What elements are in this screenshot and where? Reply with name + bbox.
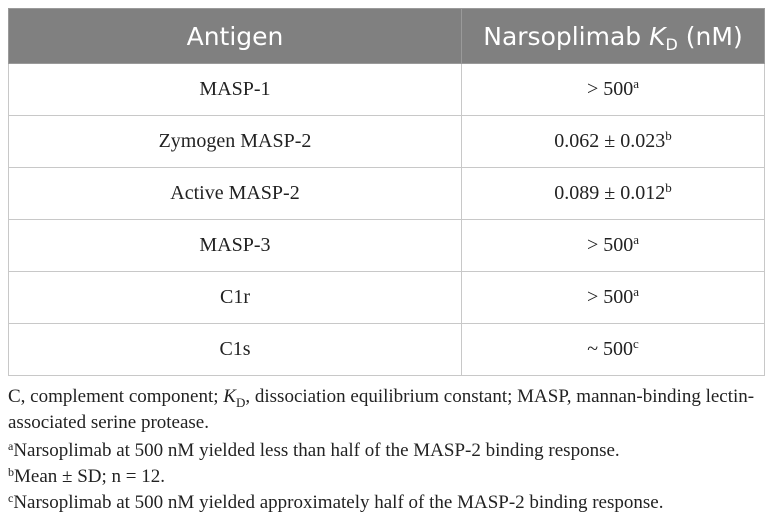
table-row: [9, 168, 765, 220]
cell-kd-value: 0.089 ± 0.012: [554, 182, 666, 204]
cell-kd: [462, 220, 765, 272]
footnote-item: [8, 490, 764, 516]
cell-antigen: C1s: [9, 324, 462, 376]
footnote-text: Narsoplimab at 500 nM yielded approximately half of the MASP-2 binding response.: [13, 492, 664, 513]
header-kd-prefix: Narsoplimab: [483, 21, 650, 51]
cell-kd: [462, 272, 765, 324]
binding-affinity-table-container: [8, 8, 764, 376]
cell-kd-value: ~ 500: [587, 338, 634, 360]
cell-antigen: Active MASP-2: [9, 168, 462, 220]
footnote-text: Narsoplimab at 500 nM yielded less than half of the MASP-2 binding response.: [13, 440, 620, 461]
cell-kd-note: b: [665, 179, 672, 195]
table-row: [9, 220, 765, 272]
abbr-symbol: K: [223, 386, 236, 407]
binding-affinity-table: [8, 8, 765, 376]
footnote-item: [8, 438, 764, 464]
table-row: [9, 324, 765, 376]
footnote-text: Mean ± SD; n = 12.: [14, 466, 165, 487]
cell-kd-value: > 500: [586, 286, 634, 308]
cell-antigen: Zymogen MASP-2: [9, 116, 462, 168]
footnote-mark: b: [8, 465, 14, 479]
cell-kd-note: b: [665, 127, 672, 143]
abbr-subscript: D: [235, 394, 246, 410]
cell-kd-note: a: [633, 283, 640, 299]
abbr-rest: , dissociation equilibrium constant; MASP, mannan-binding lectin-associated serine protease.: [8, 386, 755, 433]
header-kd: [462, 9, 765, 64]
cell-antigen: MASP-3: [9, 220, 462, 272]
table-header-row: [9, 9, 765, 64]
table-row: [9, 272, 765, 324]
cell-kd-note: a: [633, 75, 640, 91]
header-kd-symbol: K: [649, 21, 666, 51]
table-row: [9, 64, 765, 116]
table-row: [9, 116, 765, 168]
footnote-item: [8, 464, 764, 490]
abbr-start: C, complement component;: [8, 386, 224, 407]
cell-kd-value: 0.062 ± 0.023: [554, 130, 666, 152]
header-kd-suffix: (nM): [677, 21, 743, 51]
cell-kd: [462, 116, 765, 168]
header-antigen: Antigen: [9, 9, 462, 64]
cell-kd: [462, 64, 765, 116]
header-kd-subscript: D: [665, 34, 678, 54]
cell-kd-note: a: [633, 231, 640, 247]
cell-kd-value: > 500: [586, 234, 634, 256]
footnote-mark: c: [8, 491, 14, 505]
cell-kd: [462, 324, 765, 376]
cell-antigen: C1r: [9, 272, 462, 324]
table-footnotes: [8, 384, 764, 516]
cell-kd: [462, 168, 765, 220]
cell-antigen: MASP-1: [9, 64, 462, 116]
footnote-mark: a: [8, 439, 14, 453]
footnote-abbreviations: [8, 384, 764, 436]
cell-kd-value: > 500: [586, 78, 634, 100]
cell-kd-note: c: [633, 335, 639, 351]
